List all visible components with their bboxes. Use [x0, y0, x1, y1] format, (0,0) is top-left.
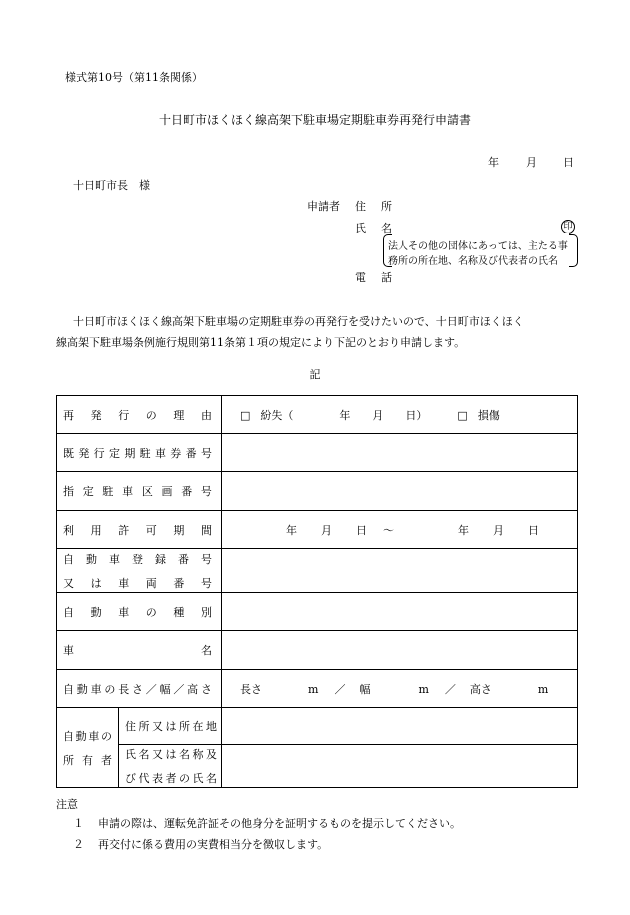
row-reason: [57, 396, 578, 434]
form-title: 十日町市ほくほく線高架下駐車場定期駐車券再発行申請書: [158, 113, 471, 127]
owner-address-input[interactable]: [222, 708, 578, 745]
body-text-line2: 線高架下駐車場条例施行規則第11条第１項の規定により下記のとおり申請します。: [56, 336, 466, 349]
owner-name-label: 氏 名 又 は 名 称 及 び 代 表 者 の 氏 名: [119, 745, 222, 788]
car-type-input[interactable]: [222, 593, 578, 631]
reason-label: 再 発 行 の 理 由: [57, 396, 222, 434]
phone-label-2: 話: [381, 271, 392, 284]
address-label-2: 所: [381, 200, 392, 213]
car-name-input[interactable]: [222, 631, 578, 670]
lost-month: 月: [372, 408, 384, 422]
body-text-line1: 十日町市ほくほく線高架下駐車場の定期駐車券の再発行を受けたいので、十日町市ほくほく: [73, 315, 524, 328]
issued-number-label: 既 発 行 定 期 駐 車 券 番 号: [57, 434, 222, 472]
lost-label: 紛失（: [260, 408, 294, 422]
date-year: 年: [488, 156, 499, 169]
car-type-label: 自 動 車 の 種 別: [57, 593, 222, 631]
registration-label: 自 動 車 登 録 番 号 又 は 車 両 番 号: [57, 549, 222, 593]
addressee: 十日町市長 様: [73, 179, 150, 192]
damaged-label: 損傷: [477, 408, 500, 422]
row-space-number: [57, 472, 578, 511]
row-dimensions: [57, 670, 578, 708]
row-owner-address: [57, 708, 578, 745]
form-id: 様式第10号（第11条関係）: [65, 71, 203, 84]
date-month: 月: [526, 156, 537, 169]
lost-checkbox[interactable]: □: [240, 408, 251, 422]
applicant-note-line1: 法人その他の団体にあっては、主たる事: [388, 241, 568, 252]
application-table: [56, 395, 578, 788]
owner-label: 自 動 車 の 所 有 者: [57, 708, 119, 788]
phone-label-1: 電: [355, 271, 366, 284]
owner-name-input[interactable]: [222, 745, 578, 788]
period-tilde: ～: [383, 523, 394, 537]
issued-number-input[interactable]: [222, 434, 578, 472]
car-name-label: 車 名: [57, 631, 222, 670]
dimensions-label: 自 動 車 の 長 さ ／ 幅 ／ 高 さ: [57, 670, 222, 708]
period-value[interactable]: 年 月 日 ～ 年 月 日: [222, 511, 578, 549]
row-owner-name: [57, 745, 578, 788]
address-label-1: 住: [355, 200, 366, 213]
applicant-label: 申請者: [307, 200, 340, 213]
space-number-input[interactable]: [222, 472, 578, 511]
row-issued-number: [57, 434, 578, 472]
name-label-2: 名: [381, 222, 392, 235]
dimensions-value[interactable]: 長さ m ／ 幅 m ／ 高さ m: [222, 670, 578, 708]
note-item-1: １ 申請の際は、運転免許証その他身分を証明するものを提示してください。: [73, 817, 461, 830]
period-label: 利 用 許 可 期 間: [57, 511, 222, 549]
space-number-label: 指 定 駐 車 区 画 番 号: [57, 472, 222, 511]
name-label-1: 氏: [355, 222, 366, 235]
damaged-checkbox[interactable]: □: [457, 408, 468, 422]
note-item-2: ２ 再交付に係る費用の実費相当分を徴収します。: [73, 838, 329, 851]
date-day: 日: [563, 156, 574, 169]
registration-input[interactable]: [222, 549, 578, 593]
row-registration: [57, 549, 578, 593]
owner-address-label: 住 所 又 は 所 在 地: [119, 708, 222, 745]
reason-value: [222, 396, 578, 434]
row-car-type: [57, 593, 578, 631]
seal-mark: 印: [561, 220, 575, 234]
row-period: [57, 511, 578, 549]
ki-heading: 記: [309, 368, 321, 381]
applicant-note-line2: 務所の所在地、名称及び代表者の氏名: [388, 256, 558, 267]
lost-year: 年: [339, 408, 351, 422]
lost-day: 日）: [405, 408, 428, 422]
row-car-name: [57, 631, 578, 670]
notes-heading: 注意: [56, 798, 78, 811]
